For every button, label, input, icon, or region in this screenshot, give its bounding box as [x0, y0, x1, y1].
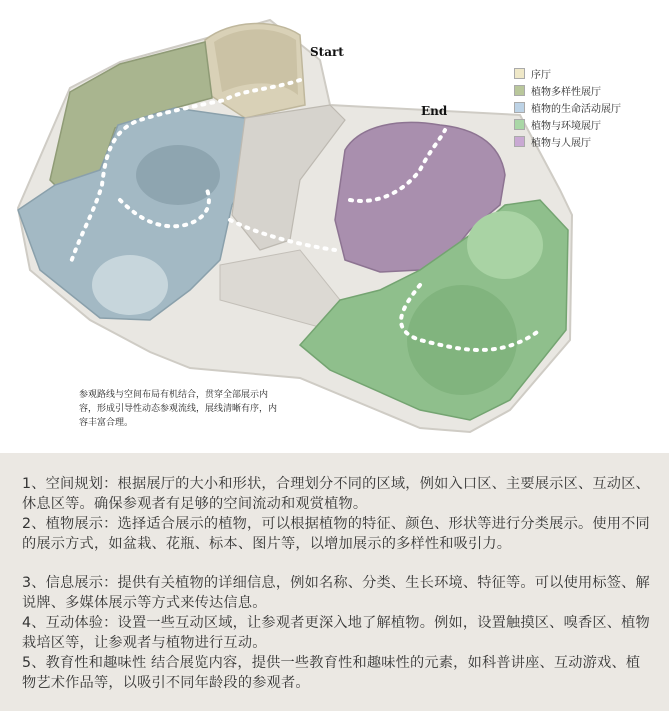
note-space-planning: 1、空间规划：根据展厅的大小和形状，合理划分不同的区域，例如入口区、主要展示区、互动区、休息区等。确保参观者有足够的空间流动和观赏植物。	[22, 476, 650, 512]
dome-sphere	[92, 255, 168, 315]
legend-item-environment	[514, 117, 664, 132]
legend-item-life-activity	[514, 100, 664, 115]
tree-cluster	[136, 145, 220, 205]
legend-swatch	[514, 85, 525, 96]
legend-label: 植物的生命活动展厅	[531, 104, 621, 115]
legend-swatch	[514, 68, 525, 79]
note-plant-display: 2、植物展示：选择适合展示的植物，可以根据植物的特征、颜色、形状等进行分类展示。使用不同的展示方式，如盆栽、花瓶、标本、图片等，以增加展示的多样性和吸引力。	[22, 516, 650, 552]
note-interaction: 4、互动体验：设置一些互动区域，让参观者更深入地了解植物。例如，设置触摸区、嗅香区、植物栽培区等，让参观者与植物进行互动。	[22, 615, 650, 651]
note-education-fun: 5、教育性和趣味性 结合展览内容，提供一些教育性和趣味性的元素，如科普讲座、互动游戏、植物艺术作品等，以吸引不同年龄段的参观者。	[22, 655, 641, 691]
legend-item-plants-people	[514, 134, 664, 149]
notes-panel	[0, 453, 669, 711]
end-label: End	[421, 104, 448, 118]
green-sphere	[467, 211, 543, 279]
legend-item-prelude	[514, 66, 664, 81]
legend-label: 植物与环境展厅	[531, 121, 601, 132]
legend-swatch	[514, 102, 525, 113]
legend-label: 植物多样性展厅	[531, 87, 601, 98]
legend	[514, 66, 664, 151]
note-info-display: 3、信息展示：提供有关植物的详细信息，例如名称、分类、生长环境、特征等。可以使用标签、解说牌、多媒体展示等方式来传达信息。	[22, 575, 650, 611]
legend-item-diversity	[514, 83, 664, 98]
start-label: Start	[310, 45, 344, 59]
legend-label: 序厅	[531, 70, 551, 81]
legend-swatch	[514, 136, 525, 147]
legend-label: 植物与人展厅	[531, 138, 591, 149]
plan-caption: 参观路线与空间布局有机结合，贯穿全部展示内容，形成引导性动态参观流线，展线清晰有序，内容丰富合理。	[79, 390, 278, 428]
legend-swatch	[514, 119, 525, 130]
